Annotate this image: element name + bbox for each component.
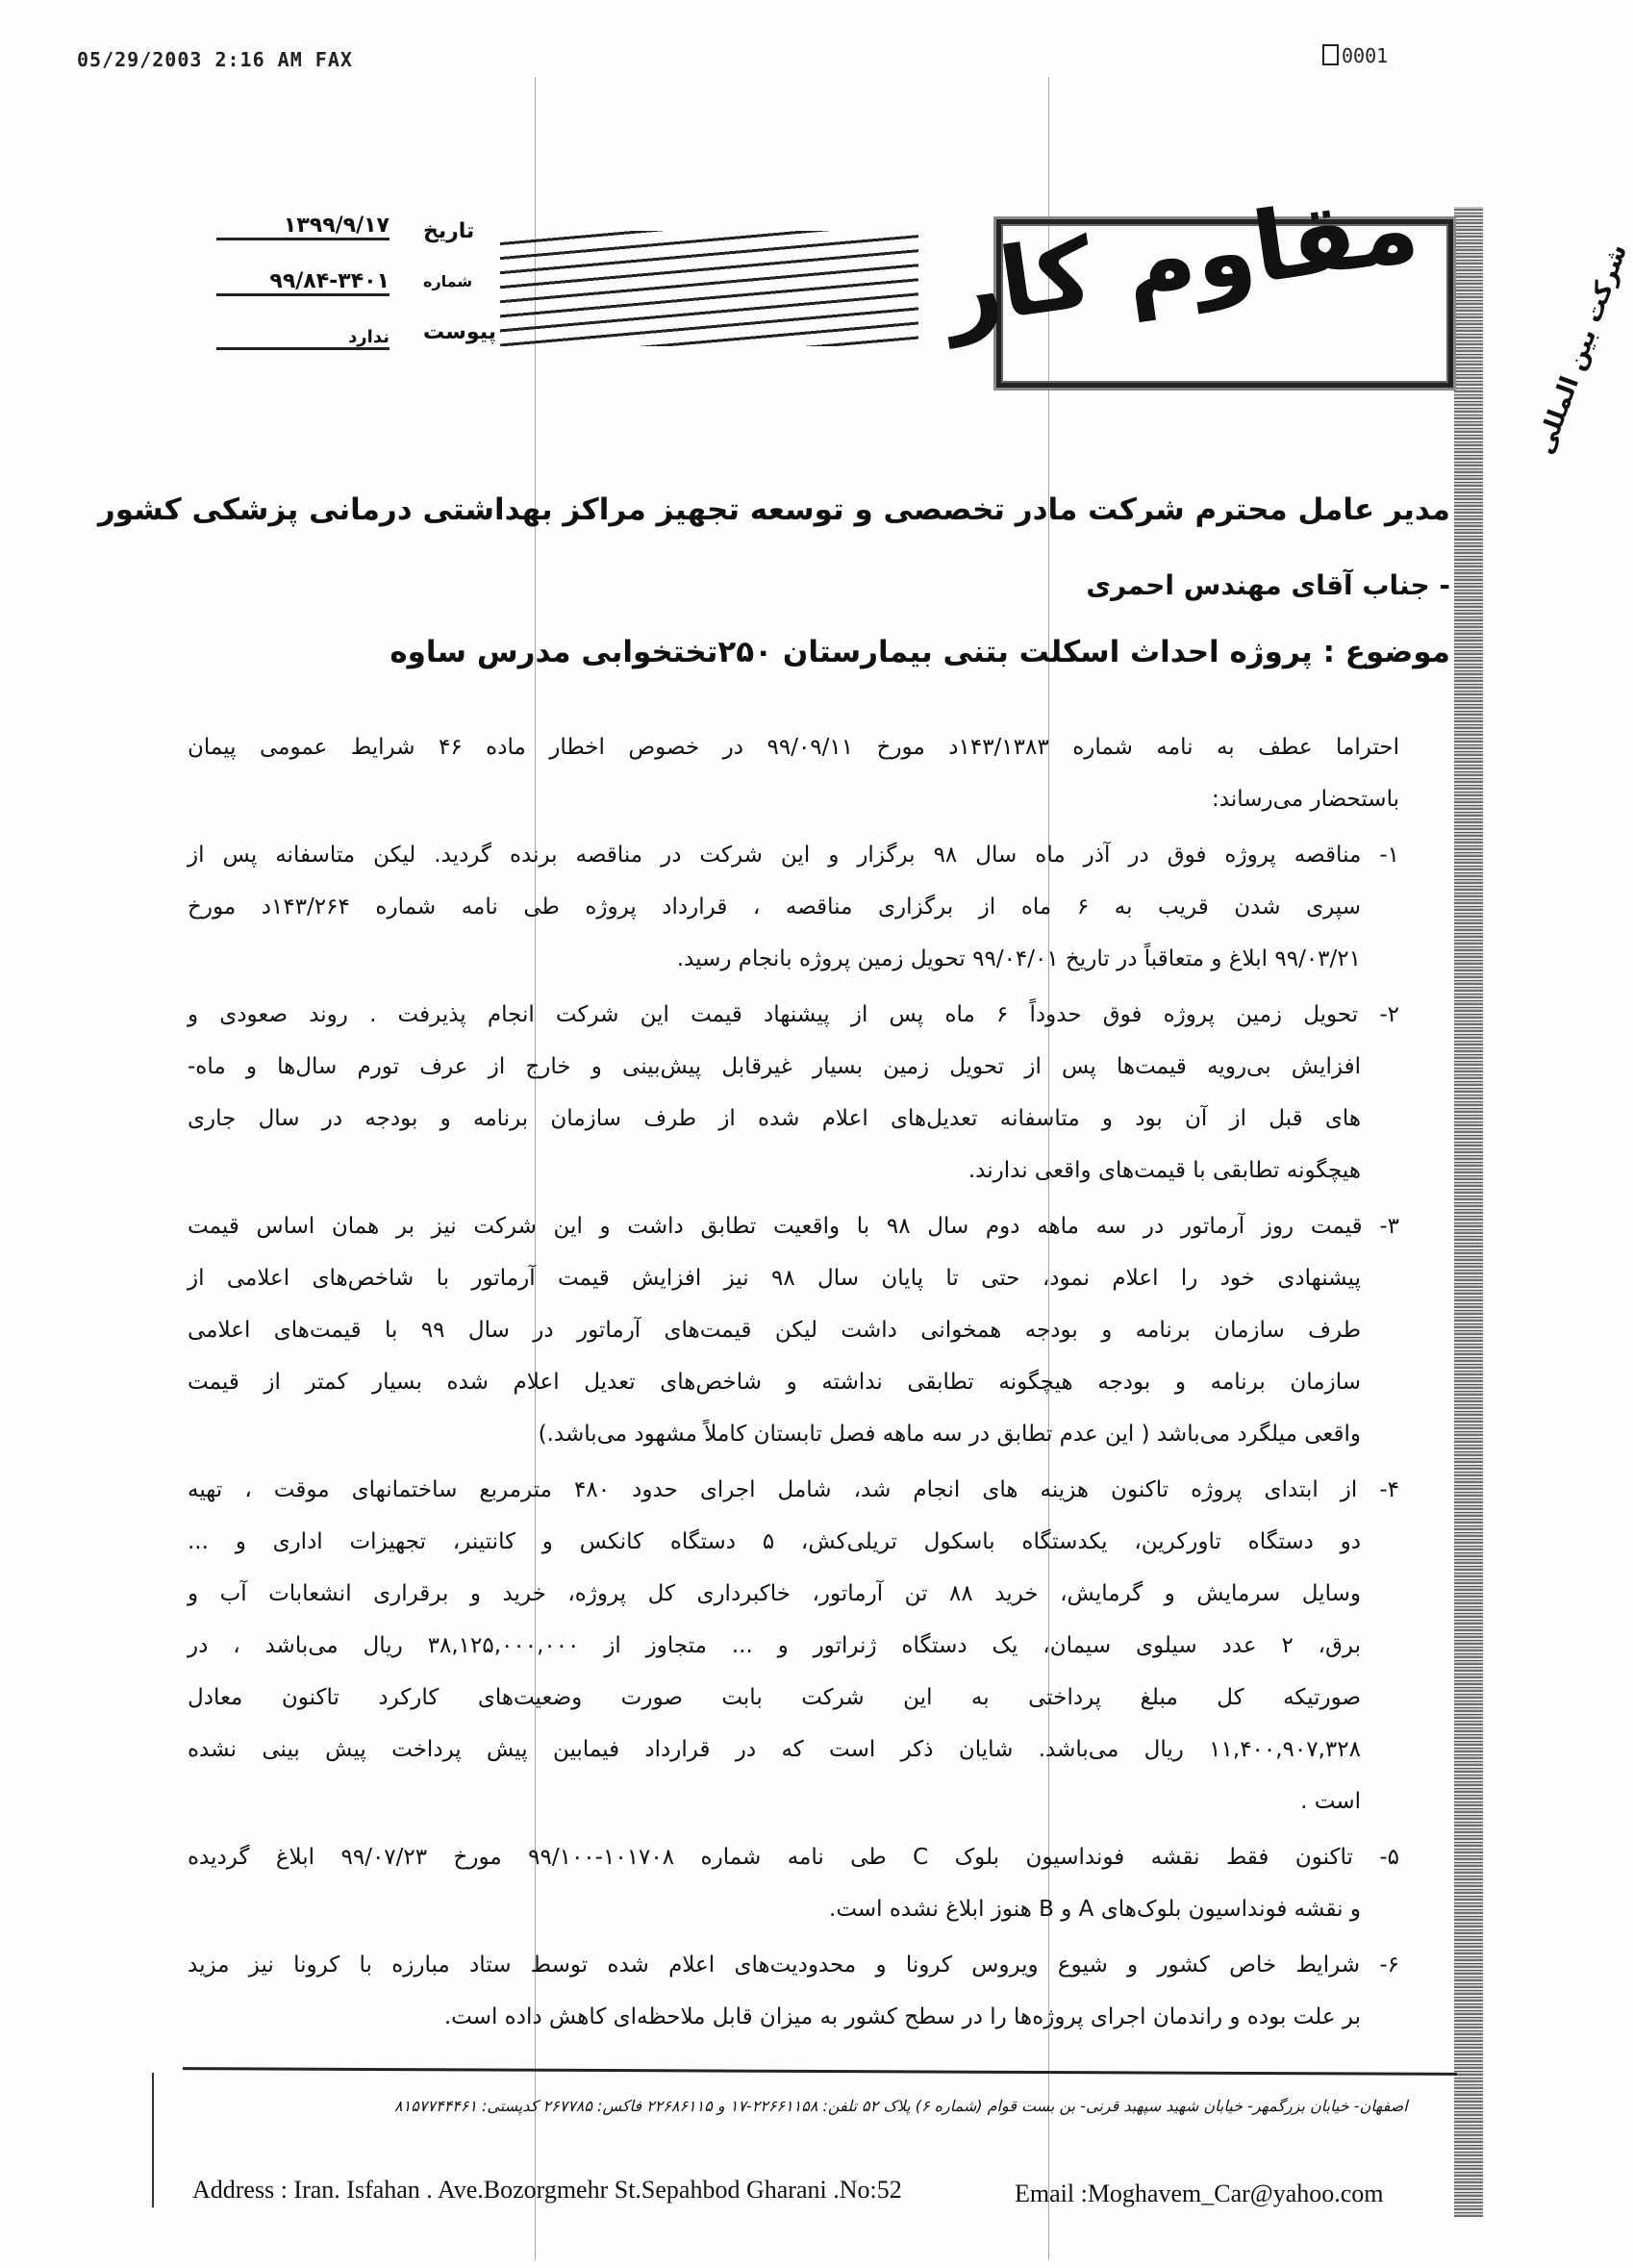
page-number — [1322, 44, 1388, 67]
attachment-label: پیوست — [423, 320, 496, 344]
text-line: سازمان برنامه و بودجه هیچگونه تطابقی نداشته و شاخص‌های تعدیل اعلام شده بسیار کمتر از قیمت — [188, 1370, 1361, 1395]
text-line: پیشنهادی خود را اعلام نمود، حتی تا پایان سال ۹۸ نیز افزایش قیمت آرماتور با شاخص‌های اعلامی از — [188, 1266, 1361, 1291]
text-line: سپری شدن قریب به ۶ ماه از برگزاری مناقصه ، قرارداد پروژه طی نامه شماره ۱۴۳/۲۶۴د مورخ — [188, 895, 1361, 920]
text-line: دو دستگاه تاورکرین، یکدستگاه باسکول تریلی‌کش، ۵ دستگاه کانکس و کانتینر، تجهیزات اداری و ... — [188, 1529, 1362, 1554]
text-line: واقعی میلگرد می‌باشد ( این عدم تطابق در سه ماهه فصل تابستان کاملاً مشهود می‌باشد.) — [538, 1422, 1361, 1447]
email: Email :Moghavem_Car@yahoo.com — [1015, 2180, 1384, 2207]
fax-header: 05/29/2003 2:16 AM FAX — [77, 48, 353, 71]
text-line: ۹۹/۰۳/۲۱ ابلاغ و متعاقباً در تاریخ ۹۹/۰۴/۰۱ تحویل زمین پروژه بانجام رسید. — [676, 946, 1361, 971]
right-page-edge — [1454, 207, 1483, 2217]
numbered-item — [188, 1200, 1399, 1460]
text-line: باستحضار می‌رساند: — [1212, 787, 1399, 812]
company-logo — [938, 170, 1453, 388]
text-line: ۶- شرایط خاص کشور و شیوع ویروس کرونا و محدودیت‌های اعلام شده توسط ستاد مبارزه با کرونا نیز مزید — [188, 1953, 1399, 1978]
decorative-stripes — [500, 231, 918, 346]
text-line: هیچگونه تطابقی با قیمت‌های واقعی ندارند. — [967, 1158, 1361, 1183]
text-line: صورتیکه کل مبلغ پرداختی به این شرکت بابت صورت وضعیت‌های کارکرد تاکنون معادل — [188, 1685, 1361, 1710]
addressee-name: - جناب آقای مهندس احمری — [1086, 569, 1450, 601]
text-line: احتراما عطف به نامه شماره ۱۴۳/۱۳۸۳د مورخ ۹۹/۰۹/۱۱ در خصوص اخطار ماده ۴۶ شرایط عمومی پیمان — [188, 735, 1399, 760]
text-line: وسایل سرمایش و گرمایش، خرید ۸۸ تن آرماتور، خاکبرداری کل پروژه، خرید و برقراری انشعابات آب و — [188, 1581, 1361, 1606]
numbered-item — [188, 989, 1399, 1197]
subject-line: موضوع : پروژه احداث اسکلت بتنی بیمارستان ۲۵۰تختخوابی مدرس ساوه — [389, 635, 1450, 669]
intro-paragraph — [188, 721, 1399, 825]
text-line: است . — [1300, 1789, 1361, 1814]
logo-text: مقاوم کار — [938, 170, 1425, 348]
text-line: ۱۱,۴۰۰,۹۰۷,۳۲۸ ریال می‌باشد. شایان ذکر است که در قرارداد فیمابین پیش پرداخت پیش بینی نشده — [188, 1737, 1361, 1762]
date-value: ۱۳۹۹/۹/۱۷ — [216, 214, 389, 240]
text-line: ۵- تاکنون فقط نقشه فونداسیون بلوک C طی نامه شماره ۱۰۱۷۰۸-۹۹/۱۰۰ مورخ ۹۹/۰۷/۲۳ ابلاغ گردیده — [188, 1845, 1399, 1870]
text-line: برق، ۲ عدد سیلوی سیمان، یک دستگاه ژنراتور و ... متجاوز از ۳۸,۱۲۵,۰۰۰,۰۰۰ ریال می‌باشد ، در — [188, 1633, 1362, 1658]
english-address: Address : Iran. Isfahan . Ave.Bozorgmehr St.Sepahbod Gharani .No:52 — [192, 2176, 902, 2204]
page-number-text: 0001 — [1342, 44, 1389, 67]
persian-address: اصفهان- خیابان بزرگمهر- خیابان شهید سپهبد قرنی- بن بست قوام (شماره ۶) پلاک ۵۲ تلفن: ۲۲۶۶۱۱۵۸-۱۷ و ۲۲۶۸۶۱۱۵ فاکس: ۲۶۷۷۸۵ کدپستی: ۸۱۵۷۷۴۴۴۶۱ — [394, 2097, 1408, 2115]
footer-divider — [183, 2067, 1457, 2076]
letter-body — [188, 721, 1399, 2047]
checkbox-icon — [1322, 44, 1339, 65]
text-line: های قبل از آن بود و متاسفانه تعدیل‌های اعلام شده از طرف سازمان برنامه و بودجه در سال جاری — [188, 1106, 1361, 1131]
date-label: تاریخ — [423, 219, 475, 243]
numbered-item — [188, 1939, 1399, 2043]
text-line: ۴- از ابتدای پروژه تاکنون هزینه های انجام شد، شامل اجرای حدود ۴۸۰ مترمربع ساختمانهای موقت ، تهیه — [188, 1477, 1399, 1502]
footer-border — [152, 2073, 154, 2207]
text-line: ۲- تحویل زمین پروژه فوق حدوداً ۶ ماه پس از پیشنهاد قیمت این شرکت انجام پذیرفت . روند صعودی و — [188, 1002, 1399, 1027]
company-label: شرکت بین المللی — [1530, 240, 1633, 459]
number-value: ۹۹/۸۴-۳۴۰۱ — [216, 269, 389, 296]
numbered-item — [188, 1464, 1399, 1827]
text-line: طرف سازمان برنامه و بودجه همخوانی داشت لیکن قیمت‌های آرماتور در سال ۹۹ با قیمت‌های اعلامی — [188, 1318, 1361, 1343]
text-line: افزایش بی‌رویه قیمت‌ها پس از تحویل زمین بسیار غیرقابل پیش‌بینی و خارج از عرف تورم سال‌ها و ماه- — [188, 1054, 1361, 1079]
number-label: شماره — [423, 272, 473, 290]
addressee-line: مدیر عامل محترم شرکت مادر تخصصی و توسعه تجهیز مراکز بهداشتی درمانی پزشکی کشور — [97, 492, 1450, 527]
text-line: ۱- مناقصه پروژه فوق در آذر ماه سال ۹۸ برگزار و این شرکت در مناقصه برنده گردید. لیکن متاسفانه پس از — [188, 843, 1399, 868]
text-line: ۳- قیمت روز آرماتور در سه ماهه دوم سال ۹۸ با واقعیت تطابق داشت و این شرکت نیز بر همان اساس قیمت — [188, 1214, 1399, 1239]
text-line: بر علت بوده و راندمان اجرای پروژه‌ها را در سطح کشور به میزان قابل ملاحظه‌ای کاهش داده است. — [443, 2004, 1361, 2029]
numbered-item — [188, 1831, 1399, 1935]
text-line: و نقشه فونداسیون بلوک‌های A و B هنوز ابلاغ نشده است. — [829, 1897, 1361, 1922]
numbered-item — [188, 829, 1399, 985]
attachment-value: ندارد — [216, 327, 389, 350]
